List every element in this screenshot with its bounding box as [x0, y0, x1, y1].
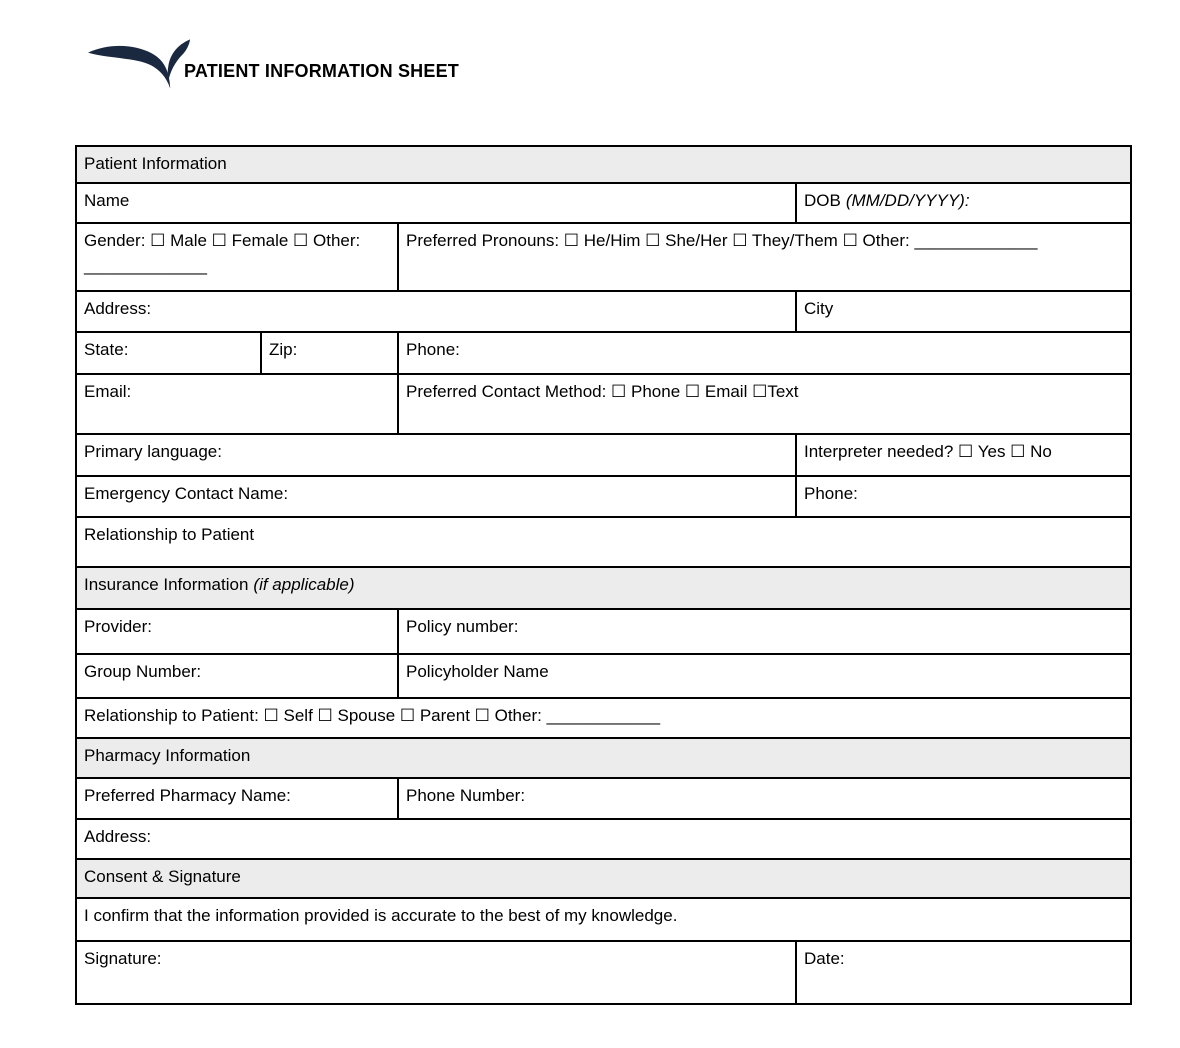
signature-field: Signature: — [76, 941, 796, 1004]
interpreter-needed-checkboxes-field: Interpreter needed? ☐ Yes ☐ No — [796, 434, 1131, 476]
document-header — [88, 38, 459, 90]
dob-label: DOB — [804, 191, 841, 210]
table-row — [76, 223, 1131, 291]
patient-information-form — [75, 145, 1132, 1005]
policy-number-field: Policy number: — [398, 609, 1131, 654]
contact-method-checkboxes-field: Preferred Contact Method: ☐ Phone ☐ Email ☐Text — [398, 374, 1131, 434]
table-row — [76, 183, 1131, 223]
insurance-section-note: (if applicable) — [253, 575, 355, 594]
state-field: State: — [76, 332, 261, 374]
section-header-pharmacy-information: Pharmacy Information — [76, 738, 1131, 778]
table-row — [76, 567, 1131, 609]
emergency-contact-name-field: Emergency Contact Name: — [76, 476, 796, 517]
table-row — [76, 738, 1131, 778]
dob-field — [796, 183, 1131, 223]
address-field: Address: — [76, 291, 796, 332]
table-row — [76, 778, 1131, 819]
table-row — [76, 291, 1131, 332]
bird-swoosh-logo-icon — [88, 38, 192, 90]
table-row — [76, 434, 1131, 476]
section-header-patient-information: Patient Information — [76, 146, 1131, 183]
group-number-field: Group Number: — [76, 654, 398, 698]
page-title: PATIENT INFORMATION SHEET — [184, 60, 459, 81]
email-field: Email: — [76, 374, 398, 434]
zip-field: Zip: — [261, 332, 398, 374]
table-row — [76, 476, 1131, 517]
section-header-consent-signature: Consent & Signature — [76, 859, 1131, 898]
name-field: Name — [76, 183, 796, 223]
relationship-to-patient-field: Relationship to Patient — [76, 517, 1131, 567]
table-row — [76, 609, 1131, 654]
table-row — [76, 374, 1131, 434]
section-header-insurance-information — [76, 567, 1131, 609]
table-row — [76, 898, 1131, 941]
insurance-section-title: Insurance Information — [84, 575, 249, 594]
insurance-relationship-checkboxes-field: Relationship to Patient: ☐ Self ☐ Spouse ☐ Parent ☐ Other: ____________ — [76, 698, 1131, 738]
primary-language-field: Primary language: — [76, 434, 796, 476]
table-row — [76, 698, 1131, 738]
table-row — [76, 517, 1131, 567]
table-row — [76, 941, 1131, 1004]
date-field: Date: — [796, 941, 1131, 1004]
pronouns-checkboxes-field: Preferred Pronouns: ☐ He/Him ☐ She/Her ☐ They/Them ☐ Other: _____________ — [398, 223, 1131, 291]
provider-field: Provider: — [76, 609, 398, 654]
policyholder-name-field: Policyholder Name — [398, 654, 1131, 698]
pharmacy-name-field: Preferred Pharmacy Name: — [76, 778, 398, 819]
table-row — [76, 859, 1131, 898]
table-row — [76, 819, 1131, 859]
pharmacy-phone-field: Phone Number: — [398, 778, 1131, 819]
table-row — [76, 654, 1131, 698]
city-field: City — [796, 291, 1131, 332]
emergency-phone-field: Phone: — [796, 476, 1131, 517]
table-row — [76, 332, 1131, 374]
phone-field: Phone: — [398, 332, 1131, 374]
dob-format-hint: (MM/DD/YYYY): — [845, 191, 970, 210]
table-row — [76, 146, 1131, 183]
consent-statement: I confirm that the information provided is accurate to the best of my knowledge. — [76, 898, 1131, 941]
gender-checkboxes-field: Gender: ☐ Male ☐ Female ☐ Other: _____________ — [76, 223, 398, 291]
pharmacy-address-field: Address: — [76, 819, 1131, 859]
